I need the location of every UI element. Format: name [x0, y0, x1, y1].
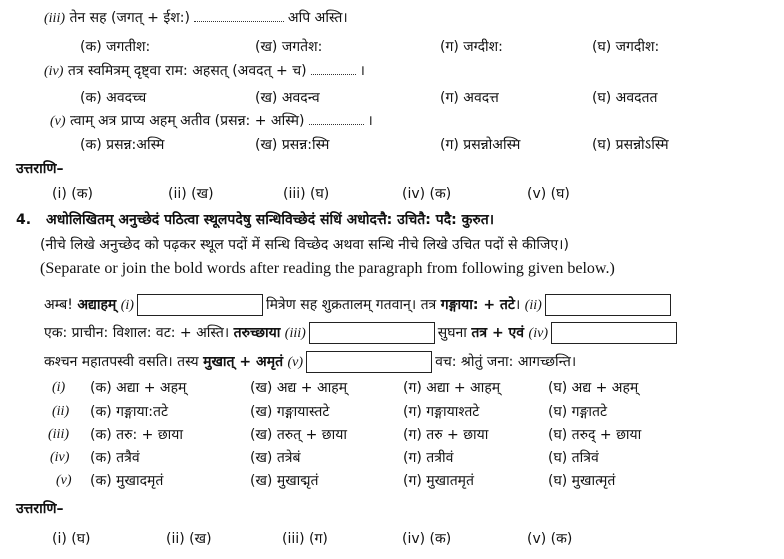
answer-box-i[interactable] — [137, 294, 263, 316]
text: कश्चन महातपस्वी वसति। तस्य — [44, 354, 204, 370]
answer: (iv) (क) — [402, 531, 452, 547]
option: (क) गङ्गाया:तटे — [90, 404, 168, 420]
option: (घ) तरुद् + छाया — [548, 427, 642, 443]
option: (ख) मुखाद्मृतं — [250, 473, 319, 489]
paragraph-line-2 — [44, 322, 680, 344]
text: । — [514, 297, 521, 313]
question-text: त्वाम् अत्र प्राप्य अहम् अतीव (प्रसन्न: + अस्मि) — [70, 113, 305, 129]
option: (घ) प्रसन्नोऽस्मि — [592, 137, 669, 153]
item-number: (v) — [50, 114, 66, 129]
option: (ख) प्रसन्न:स्मि — [255, 137, 330, 153]
bold-word: तत्र + एवं — [471, 325, 525, 341]
answer-box-v[interactable] — [306, 351, 432, 373]
answer: (v) (घ) — [527, 186, 570, 202]
option: (घ) जगदीश: — [592, 39, 660, 55]
item-number: (iv) — [44, 64, 64, 79]
option: (क) तरु: + छाया — [90, 427, 184, 443]
answer: (i) (घ) — [52, 531, 91, 547]
blank — [309, 114, 364, 125]
option: (ग) प्रसन्नोअस्मि — [440, 137, 521, 153]
option: (ख) अद्य + आहम् — [250, 380, 348, 396]
answer-box-iii[interactable] — [309, 322, 435, 344]
text: मित्रेण सह शुक्रतालम् गतवान्। तत्र — [265, 297, 441, 313]
answers-heading: उत्तराणि– — [16, 501, 64, 517]
option: (घ) मुखात्मृतं — [548, 473, 616, 489]
option: (क) प्रसन्न:अस्मि — [80, 137, 165, 153]
option: (ख) जगतेश: — [255, 39, 323, 55]
option: (क) अवदच्च — [80, 90, 147, 106]
item-number: (iv) — [50, 450, 70, 465]
option: (क) तत्रैवं — [90, 450, 140, 466]
option: (ग) तरु + छाया — [403, 427, 489, 443]
option: (ख) अवदन्व — [255, 90, 320, 106]
item-number: (ii) — [524, 298, 542, 313]
answer: (ii) (ख) — [168, 186, 214, 202]
blank — [194, 11, 284, 22]
text: अम्ब! — [44, 297, 78, 313]
option: (घ) अद्य + अहम् — [548, 380, 639, 396]
question-iv — [44, 62, 365, 81]
question-number: 4. — [16, 212, 32, 228]
paragraph-line-3 — [44, 351, 576, 373]
option: (क) मुखादमृतं — [90, 473, 164, 489]
option: (घ) अवदतत — [592, 90, 658, 106]
question-text: तेन सह (जगत् + ईश:) — [69, 10, 190, 26]
answer: (iii) (घ) — [283, 186, 330, 202]
option: (क) अद्या + अहम् — [90, 380, 187, 396]
question-text: तत्र स्वमित्रम् दृष्ट्वा राम: अहसत् (अवदत् + च) — [67, 63, 307, 79]
answer-box-iv[interactable] — [551, 322, 677, 344]
text: वच: श्रोतुं जना: आगच्छन्ति। — [435, 354, 577, 370]
item-number: (iii) — [284, 326, 306, 341]
option: (ग) अवदत्त — [440, 90, 499, 106]
text: सुघना — [437, 325, 472, 341]
item-number: (v) — [56, 473, 72, 488]
question-iii — [44, 9, 348, 28]
item-number: (iii) — [48, 427, 69, 442]
item-number: (i) — [120, 298, 134, 313]
option: (ख) गङ्गायास्तटे — [250, 404, 330, 420]
item-number: (v) — [287, 355, 304, 370]
question-v — [50, 112, 373, 131]
item-number: (i) — [52, 380, 66, 395]
option: (घ) तत्रिवं — [548, 450, 599, 466]
item-number: (ii) — [52, 404, 70, 419]
bold-word: अद्याहम् — [77, 297, 117, 313]
option: (क) जगतीश: — [80, 39, 151, 55]
answer: (iii) (ग) — [282, 531, 328, 547]
option: (ग) तत्रीवं — [403, 450, 454, 466]
answer: (v) (क) — [527, 531, 573, 547]
answer: (ii) (ख) — [166, 531, 212, 547]
blank — [311, 64, 356, 75]
answer: (iv) (क) — [402, 186, 452, 202]
question-text-after: । — [359, 63, 365, 79]
option: (ग) अद्या + आहम् — [403, 380, 501, 396]
option: (ग) मुखातमृतं — [403, 473, 475, 489]
english-instruction: (Separate or join the bold words after reading the paragraph from following given below.) — [40, 260, 615, 277]
hindi-instruction: (नीचे लिखे अनुच्छेद को पढ़कर स्थूल पदों में सन्धि विच्छेद अथवा सन्धि नीचे लिखे उचित पदों से कीजिए।) — [40, 237, 569, 253]
answers-heading: उत्तराणि– — [16, 161, 64, 177]
bold-word: गङ्गाया: + तटे — [440, 297, 515, 313]
item-number: (iii) — [44, 11, 65, 26]
option: (घ) गङ्गातटे — [548, 404, 608, 420]
question-text-after: अपि अस्ति। — [287, 10, 348, 26]
question-text-after: । — [367, 113, 373, 129]
option: (ग) जग्दीश: — [440, 39, 503, 55]
option: (ग) गङ्गायाश्तटे — [403, 404, 480, 420]
paragraph-line-1 — [44, 294, 674, 316]
option: (ख) तत्रेबं — [250, 450, 301, 466]
answer-box-ii[interactable] — [545, 294, 671, 316]
option: (ख) तरुत् + छाया — [250, 427, 347, 443]
bold-word: मुखात् + अमृतं — [203, 354, 284, 370]
bold-word: तरुच्छाया — [233, 325, 281, 341]
text: एक: प्राचीन: विशाल: वट: + अस्ति। — [44, 325, 234, 341]
item-number: (iv) — [528, 326, 548, 341]
answer: (i) (क) — [52, 186, 93, 202]
question-title: अधोलिखितम् अनुच्छेदं पठित्वा स्थूलपदेषु सन्धिविच्छेदं संधिं अधोदत्तै: उचितै: पदै: कुरुत। — [46, 212, 495, 228]
